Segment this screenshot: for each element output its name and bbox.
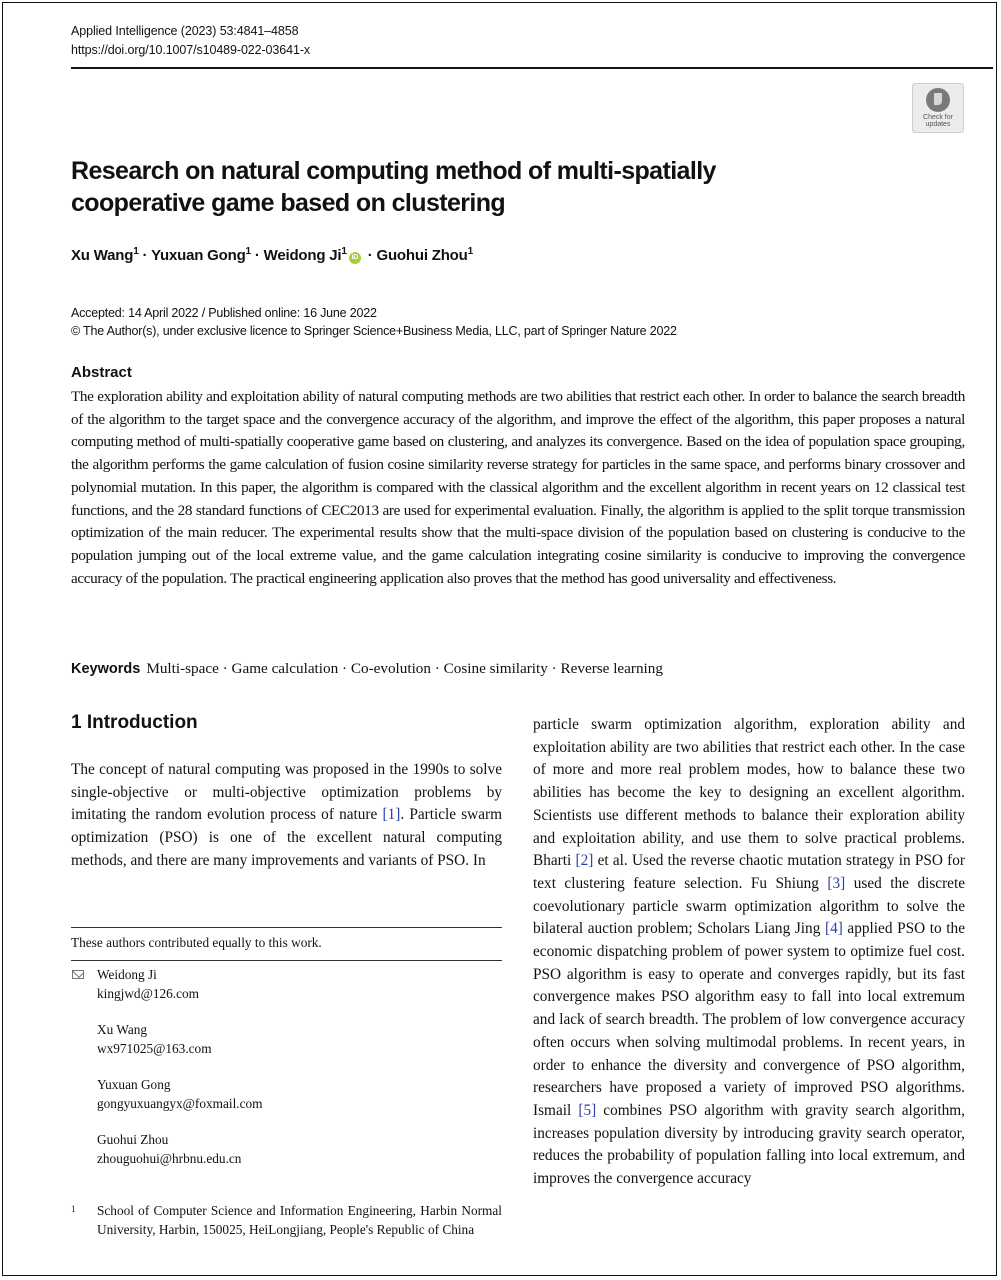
contact-name: Guohui Zhou xyxy=(97,1132,169,1147)
keywords-heading: Keywords xyxy=(71,661,141,677)
body-text: combines PSO algorithm with gravity search algorithm, increases population diversity by introducing gravity search operator, reduces the probability of population falling into local extremum, and improves the convergence accuracy xyxy=(533,1101,965,1188)
envelope-icon xyxy=(72,970,84,979)
body-text: . Particle swarm optimization (PSO) is one of the excellent natural computing methods, and there are many improvements and variants of PSO. In xyxy=(71,806,502,869)
contact-entry xyxy=(71,1021,502,1058)
affiliation-footnote xyxy=(71,1202,502,1239)
citation-link[interactable]: [2] xyxy=(575,852,594,870)
keywords-list: Multi-space · Game calculation · Co-evolution · Cosine similarity · Reverse learning xyxy=(146,660,663,677)
citation-link[interactable]: [3] xyxy=(827,874,846,892)
orcid-icon[interactable]: iD xyxy=(349,252,361,264)
author-contacts xyxy=(71,966,502,1186)
affiliation-sup: 1 xyxy=(341,246,347,257)
section-heading-introduction: 1 Introduction xyxy=(71,712,198,733)
keywords xyxy=(71,660,663,678)
intro-right-column xyxy=(533,714,965,1191)
author-list xyxy=(71,247,473,264)
abstract-text: The exploration ability and exploitation ability of natural computing methods are two abilities that restrict each other. In order to balance the search breadth of the algorithm to the target space and the convergence accuracy of the algorithm, and improve the effect of the algorithm, this paper proposes a natural computing method of multi-spatially cooperative game based on clustering, and analyzes its convergence. Based on the idea of population space grouping, the algorithm performs the game calculation of fusion cosine similarity reverse strategy for particles in the same space, and performs binary crossover and polynomial mutation. In this paper, the algorithm is compared with the classical algorithm and the excellent algorithm in recent years on 12 classical test functions, and the 28 standard functions of CEC2013 are used for experimental evaluation. Finally, the algorithm is applied to the split torque transmission optimization of the main reducer. The experimental results show that the multi-space division of the population based on clustering is conducive to the population jumping out of the local extreme value, and the game calculation integrating cosine similarity is conducive to improving the convergence accuracy of the population. The practical engineering application also proves that the method has good universality and effectiveness. xyxy=(71,388,965,587)
journal-header xyxy=(71,22,310,60)
body-text: applied PSO to the economic dispatching problem of power system to optimize fuel cost. PSO algorithm is easy to operate and converges rapidly, but its fast convergence makes PSO algorithm easy to fall into local extremum and lack of search breadth. The problem of low convergence accuracy often occurs when solving multimodal problems. In recent years, in order to enhance the diversity and convergence of PSO algorithm, researchers have proposed a variety of improved PSO algorithms. Ismail xyxy=(533,920,965,1119)
contact-entry xyxy=(71,1076,502,1113)
intro-left-column xyxy=(71,759,502,873)
body-text: The concept of natural computing was proposed in the 1990s to solve single-objective or multi-objective optimization problems by imitating the random evolution process of nature xyxy=(71,761,502,824)
affiliation-number: 1 xyxy=(71,1204,76,1214)
header-divider xyxy=(71,67,993,69)
author-name[interactable]: Yuxuan Gong xyxy=(151,247,246,264)
author-name[interactable]: Xu Wang xyxy=(71,247,134,264)
footnote-divider xyxy=(71,927,502,928)
contact-name: Xu Wang xyxy=(97,1022,148,1037)
contact-email[interactable]: kingjwd@126.com xyxy=(97,985,199,1001)
bookmark-icon xyxy=(926,88,950,112)
author-separator: · xyxy=(363,247,377,264)
contact-email[interactable]: wx971025@163.com xyxy=(97,1040,212,1056)
contact-entry xyxy=(71,966,502,1003)
copyright-notice: © The Author(s), under exclusive licence to Springer Science+Business Media, LLC, part of Springer Nature 2022 xyxy=(71,324,677,338)
body-text: et al. Used the reverse chaotic mutation strategy in PSO for text clustering feature selection. Fu Shiung xyxy=(533,852,965,892)
affiliation-sup: 1 xyxy=(245,246,251,257)
contact-entry xyxy=(71,1131,502,1168)
author-name[interactable]: Guohui Zhou xyxy=(376,247,468,264)
publication-dates xyxy=(71,304,677,340)
contact-email[interactable]: zhouguohui@hrbnu.edu.cn xyxy=(97,1150,242,1166)
affiliation-sup: 1 xyxy=(467,246,473,257)
citation-link[interactable]: [5] xyxy=(578,1101,597,1119)
citation-link[interactable]: [4] xyxy=(824,920,843,938)
citation-link[interactable]: [1] xyxy=(382,806,401,824)
author-separator: · xyxy=(250,247,264,264)
body-text: particle swarm optimization algorithm, exploration ability and exploitation ability are two abilities that restrict each other. In the case of more and more real problem modes, how to balance these two abilities has become the key to designing an excellent algorithm. Scientists use different methods to balance their exploration ability and exploitation ability, and use them to solve practical problems. Bharti xyxy=(533,716,965,870)
doi-link[interactable]: https://doi.org/10.1007/s10489-022-03641-x xyxy=(71,43,311,57)
abstract-heading: Abstract xyxy=(71,364,132,381)
check-updates-label: Check for updates xyxy=(923,114,953,128)
contact-email[interactable]: gongyuxuangyx@foxmail.com xyxy=(97,1095,263,1111)
contact-name: Weidong Ji xyxy=(97,967,157,982)
equal-contribution-note: These authors contributed equally to this work. xyxy=(71,935,322,950)
journal-citation: Applied Intelligence (2023) 53:4841–4858 xyxy=(71,24,299,38)
affiliation-text: School of Computer Science and Information Engineering, Harbin Normal University, Harbin, 150025, HeiLongjiang, People's Republic of China xyxy=(97,1203,502,1237)
paper-title: Research on natural computing method of multi-spatially cooperative game based on clustering xyxy=(71,157,716,217)
footnote-divider xyxy=(71,960,502,961)
author-separator: · xyxy=(138,247,152,264)
contact-name: Yuxuan Gong xyxy=(97,1077,171,1092)
author-name[interactable]: Weidong Ji xyxy=(263,247,342,264)
affiliation-sup: 1 xyxy=(133,246,139,257)
body-text: used the discrete coevolutionary particle swarm optimization algorithm to solve the bilateral auction problem; Scholars Liang Jing xyxy=(533,874,966,938)
check-for-updates-button[interactable] xyxy=(912,83,964,133)
accepted-published-dates: Accepted: 14 April 2022 / Published online: 16 June 2022 xyxy=(71,306,377,320)
